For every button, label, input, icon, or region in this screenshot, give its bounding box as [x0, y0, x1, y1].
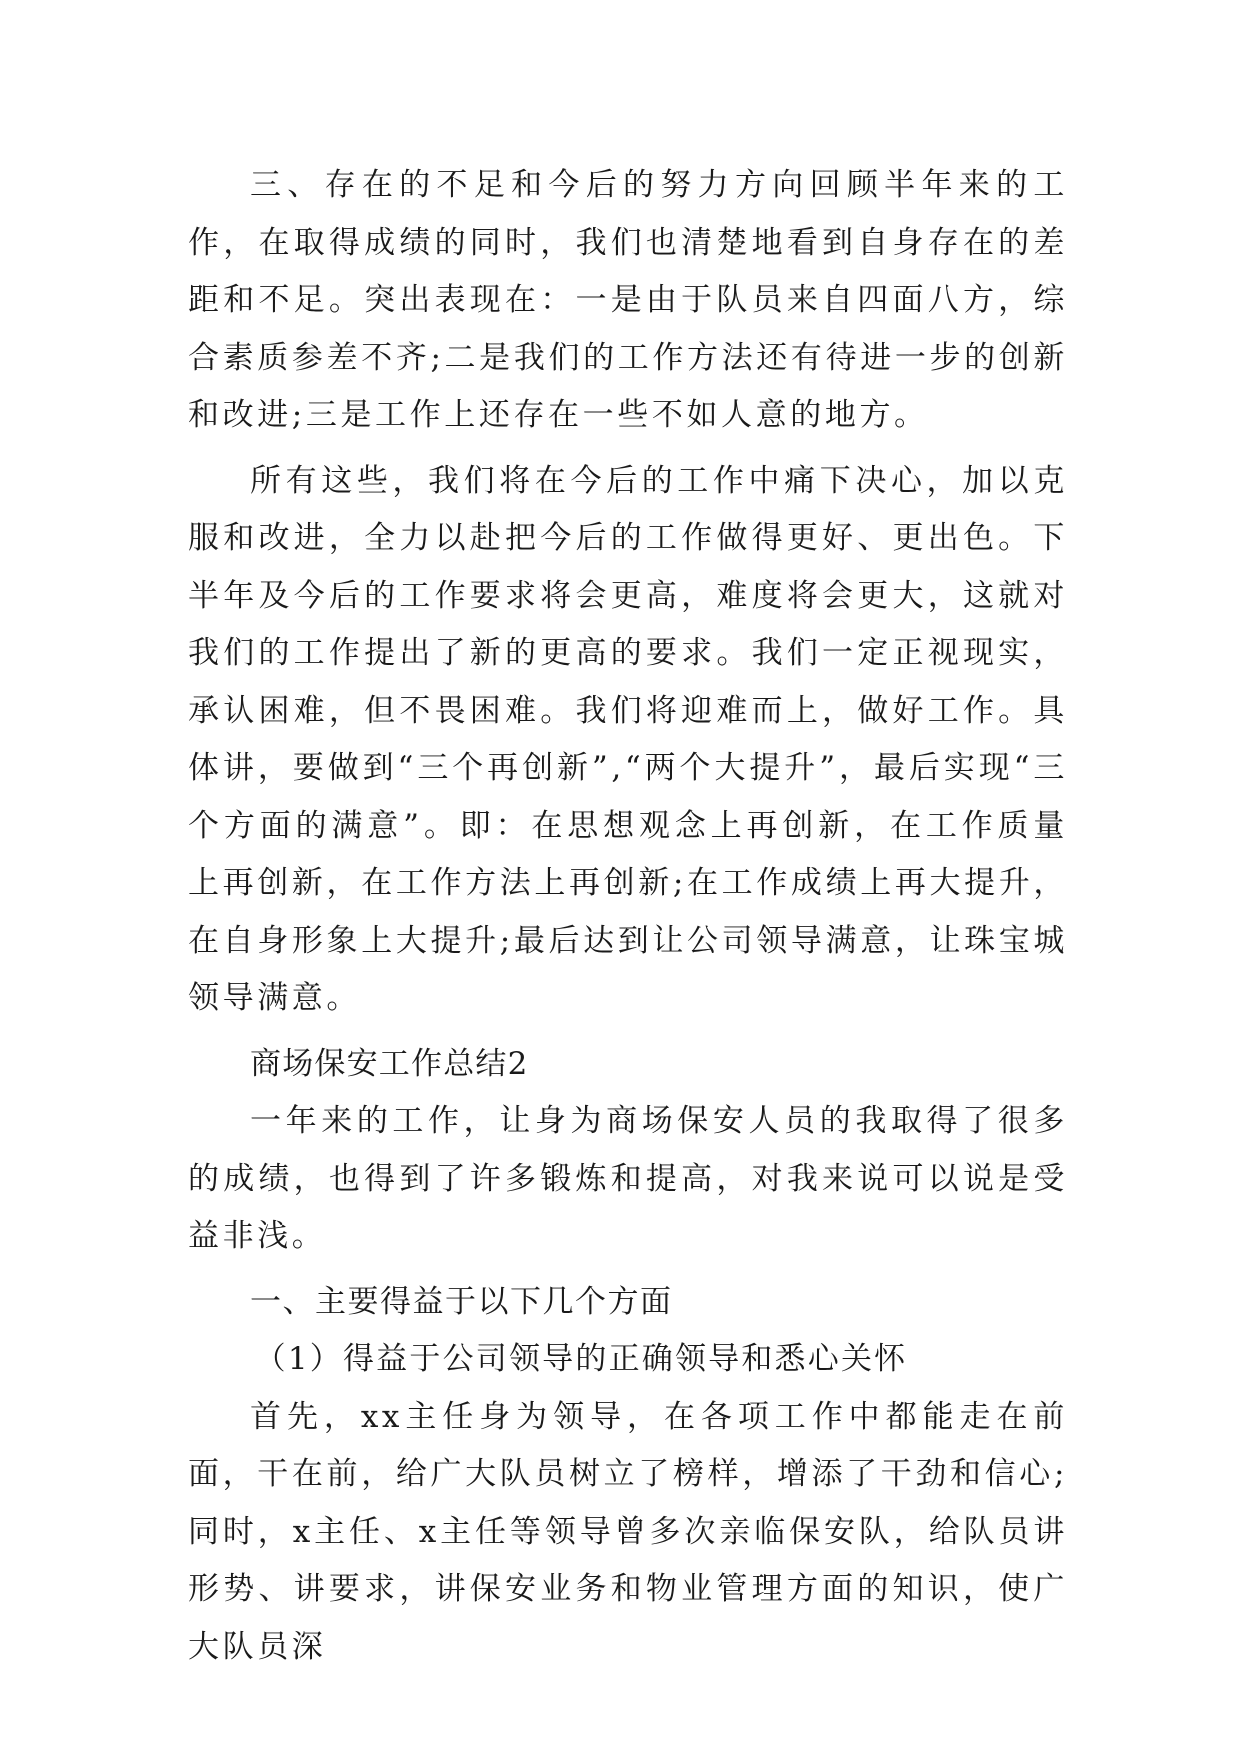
section-title-summary-2: 商场保安工作总结2 — [250, 1045, 529, 1082]
paragraph-year-review: 一年来的工作，让身为商场保安人员的我取得了很多的成绩，也得到了许多锻炼和提高，对我来说可以说是受益非浅。 — [188, 1103, 1068, 1254]
heading-main-benefits: 一、主要得益于以下几个方面 — [250, 1283, 673, 1320]
paragraph-leadership-details: 首先，xx主任身为领导，在各项工作中都能走在前面，干在前，给广大队员树立了榜样，增添了干劲和信心;同时，x主任、x主任等领导曾多次亲临保安队，给队员讲形势、讲要求，讲保安业务和物业管理方面的知识，使广大队员深 — [188, 1398, 1068, 1665]
document-body — [188, 157, 1068, 1676]
subheading-leadership: （1）得益于公司领导的正确领导和悉心关怀 — [254, 1341, 908, 1377]
paragraph-improvement-plan: 所有这些，我们将在今后的工作中痛下决心，加以克服和改进，全力以赴把今后的工作做得更好、更出色。下半年及今后的工作要求将会更高，难度将会更大，这就对我们的工作提出了新的更高的要求。我们一定正视现实，承认困难，但不畏困难。我们将迎难而上，做好工作。具体讲，要做到“三个再创新”,“两个大提升”，最后实现“三个方面的满意”。即：在思想观念上再创新，在工作质量上再创新，在工作方法上再创新;在工作成绩上再大提升，在自身形象上大提升;最后达到让公司领导满意，让珠宝城领导满意。 — [188, 462, 1068, 1016]
paragraph-shortcomings: 三、存在的不足和今后的努力方向回顾半年来的工作，在取得成绩的同时，我们也清楚地看到自身存在的差距和不足。突出表现在：一是由于队员来自四面八方，综合素质参差不齐;二是我们的工作方法还有待进一步的创新和改进;三是工作上还存在一些不如人意的地方。 — [188, 167, 1068, 433]
